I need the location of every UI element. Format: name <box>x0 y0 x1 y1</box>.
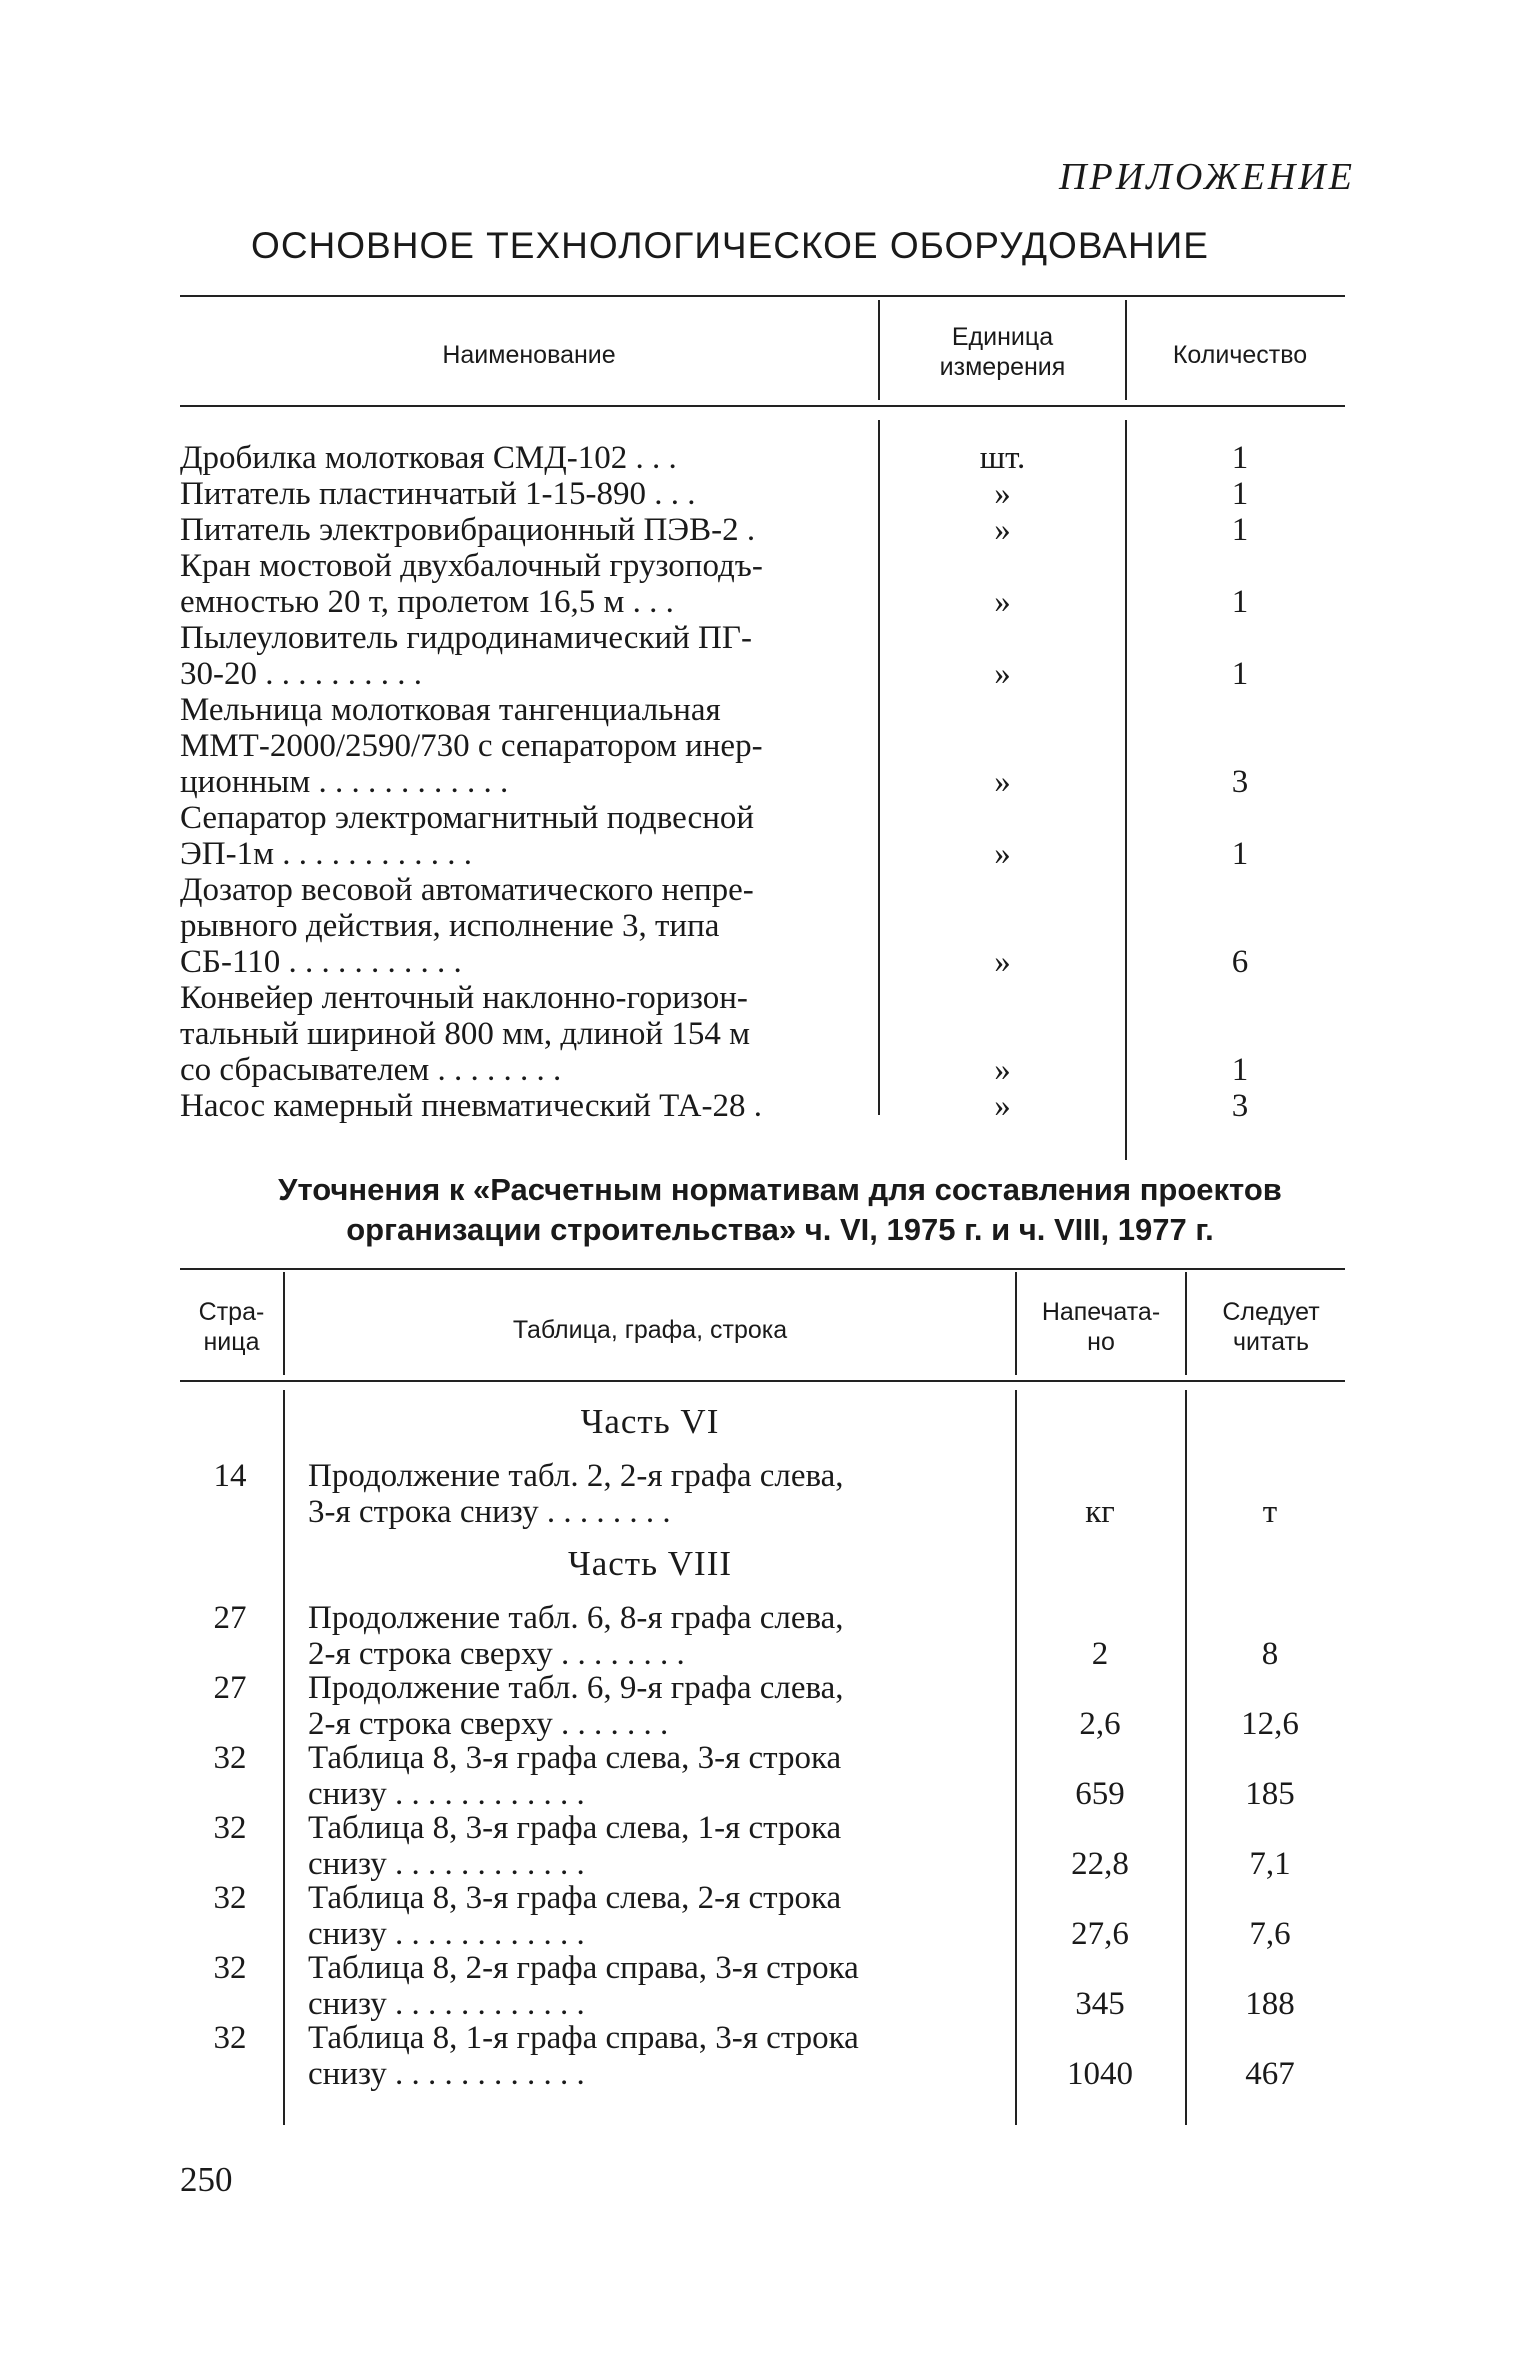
table2-row-location: Продолжение табл. 6, 9-я графа слева, <box>308 1670 844 1706</box>
table1-header-rule <box>180 405 1345 407</box>
table1-row-qty: 1 <box>1231 1052 1249 1088</box>
table2-title-line2: организации строительства» ч. VI, 1975 г. и ч. VIII, 1977 г. <box>346 1212 1214 1247</box>
table1-row-name: рывного действия, исполнение 3, типа <box>180 908 720 944</box>
table1-row-name: со сбрасывателем . . . . . . . . <box>180 1052 562 1088</box>
table1-row-name: Насос камерный пневматический ТА-28 . <box>180 1088 762 1124</box>
table1-row-name: Дозатор весовой автоматического непре- <box>180 872 754 908</box>
table1-row-unit: » <box>994 764 1011 800</box>
table2-row-read: 467 <box>1245 2056 1295 2092</box>
table2-title <box>180 1170 1380 1250</box>
table2-header-page-line2: ница <box>203 1328 260 1356</box>
table2-row-page: 32 <box>213 2020 247 2056</box>
table1-row-unit: » <box>994 584 1011 620</box>
table2-header-printed-line1: Напечата- <box>1041 1298 1161 1326</box>
table2-title-line1: Уточнения к «Расчетным нормативам для составления проектов <box>278 1172 1282 1207</box>
table2-row-location: 3-я строка снизу . . . . . . . . <box>308 1494 671 1530</box>
table2-row-location: Таблица 8, 1-я графа справа, 3-я строка <box>308 2020 859 2056</box>
table2-row-location: Продолжение табл. 6, 8-я графа слева, <box>308 1600 844 1636</box>
table2-header-read-line2: читать <box>1233 1328 1309 1356</box>
page-number: 250 <box>180 2160 233 2199</box>
table1-row-qty: 3 <box>1231 1088 1249 1124</box>
table2-row-page: 32 <box>213 1880 247 1916</box>
table2-row-read: 7,1 <box>1249 1846 1291 1882</box>
table2-row-printed: 2,6 <box>1079 1706 1121 1742</box>
appendix-label: ПРИЛОЖЕНИЕ <box>1059 156 1355 198</box>
table1-row-unit: » <box>994 512 1011 548</box>
table1-row-qty: 1 <box>1231 584 1249 620</box>
table2-row-location: снизу . . . . . . . . . . . . <box>308 1776 585 1812</box>
table2-header-rule <box>180 1380 1345 1382</box>
table2-row-printed: 659 <box>1075 1776 1125 1812</box>
table1-header-name: Наименование <box>442 341 616 369</box>
table1-row-unit: » <box>994 656 1011 692</box>
table1-row-name: Питатель пластинчатый 1-15-890 . . . <box>180 476 696 512</box>
table1-row-name: Сепаратор электромагнитный подвесной <box>180 800 755 836</box>
table2-header-location: Таблица, графа, строка <box>512 1316 788 1344</box>
table1-header-qty: Количество <box>1172 341 1308 369</box>
table2-row-page: 32 <box>213 1950 247 1986</box>
table2-row-read: 12,6 <box>1241 1706 1299 1742</box>
table1-row-name: ММТ-2000/2590/730 с сепаратором инер- <box>180 728 763 764</box>
table2-row-printed: кг <box>1085 1494 1115 1530</box>
table1-row-name: Мельница молотковая тангенциальная <box>180 692 721 728</box>
table1-row-name: Конвейер ленточный наклонно-горизон- <box>180 980 748 1016</box>
part-heading: Часть VI <box>580 1402 720 1441</box>
table1-row-name: Питатель электровибрационный ПЭВ-2 . <box>180 512 756 548</box>
table2-row-page: 32 <box>213 1740 247 1776</box>
table2-row-location: Продолжение табл. 2, 2-я графа слева, <box>308 1458 844 1494</box>
table2-row-read: 8 <box>1261 1636 1279 1672</box>
table2-row-read: т <box>1262 1494 1278 1530</box>
table1-row-unit: шт. <box>979 440 1026 476</box>
table2-row-location: снизу . . . . . . . . . . . . <box>308 1916 585 1952</box>
table1-row-qty: 6 <box>1231 944 1249 980</box>
table2-row-location: Таблица 8, 3-я графа слева, 2-я строка <box>308 1880 842 1916</box>
table1-title: ОСНОВНОЕ ТЕХНОЛОГИЧЕСКОЕ ОБОРУДОВАНИЕ <box>251 225 1209 266</box>
table2-top-rule <box>180 1268 1345 1270</box>
table2-row-page: 14 <box>213 1458 247 1494</box>
table1-row-name: тальный шириной 800 мм, длиной 154 м <box>180 1016 750 1052</box>
table2-row-printed: 345 <box>1075 1986 1125 2022</box>
table2-row-printed: 2 <box>1091 1636 1109 1672</box>
table1-row-qty: 1 <box>1231 440 1249 476</box>
table1-row-unit: » <box>994 1088 1011 1124</box>
table1-row-name: СБ-110 . . . . . . . . . . . <box>180 944 462 980</box>
table2-row-printed: 1040 <box>1067 2056 1133 2092</box>
table1-row-qty: 1 <box>1231 476 1249 512</box>
table1-row-qty: 1 <box>1231 512 1249 548</box>
table2-header-page <box>180 1297 283 1357</box>
table1-top-rule <box>180 295 1345 297</box>
table2-header-page-line1: Стра- <box>198 1298 265 1326</box>
table1-row-qty: 1 <box>1231 836 1249 872</box>
table2-row-location: снизу . . . . . . . . . . . . <box>308 2056 585 2092</box>
table1-header-unit <box>880 322 1125 382</box>
table2-row-location: снизу . . . . . . . . . . . . <box>308 1986 585 2022</box>
table2-row-page: 27 <box>213 1670 247 1706</box>
table1-row-unit: » <box>994 1052 1011 1088</box>
table1-header-unit-line1: Единица <box>951 323 1054 351</box>
table1-row-name: Дробилка молотковая СМД-102 . . . <box>180 440 677 476</box>
table1-row-unit: » <box>994 476 1011 512</box>
table2-row-read: 188 <box>1245 1986 1295 2022</box>
table2-row-location: снизу . . . . . . . . . . . . <box>308 1846 585 1882</box>
table2-row-page: 32 <box>213 1810 247 1846</box>
table1-row-name: 30-20 . . . . . . . . . . <box>180 656 422 692</box>
table1-row-name: Кран мостовой двухбалочный грузоподъ- <box>180 548 763 584</box>
table2-row-printed: 22,8 <box>1071 1846 1129 1882</box>
table2-row-location: 2-я строка сверху . . . . . . . . <box>308 1636 685 1672</box>
table2-header-read <box>1187 1297 1355 1357</box>
table1-row-name: ционным . . . . . . . . . . . . <box>180 764 509 800</box>
table2-header-printed-line2: но <box>1087 1328 1115 1356</box>
table2-row-read: 7,6 <box>1249 1916 1291 1952</box>
table2-row-location: Таблица 8, 3-я графа слева, 1-я строка <box>308 1810 842 1846</box>
table2-row-page: 27 <box>213 1600 247 1636</box>
table2-header-read-line1: Следует <box>1222 1298 1320 1326</box>
table1-row-qty: 3 <box>1231 764 1249 800</box>
table1-row-unit: » <box>994 944 1011 980</box>
table2-row-printed: 27,6 <box>1071 1916 1129 1952</box>
table2-row-location: 2-я строка сверху . . . . . . . <box>308 1706 669 1742</box>
table2-header-printed <box>1017 1297 1185 1357</box>
table1-row-name: емностью 20 т, пролетом 16,5 м . . . <box>180 584 674 620</box>
table1-row-name: Пылеуловитель гидродинамический ПГ- <box>180 620 752 656</box>
table2-row-location: Таблица 8, 2-я графа справа, 3-я строка <box>308 1950 859 1986</box>
table1-row-qty: 1 <box>1231 656 1249 692</box>
table1-row-name: ЭП-1м . . . . . . . . . . . . <box>180 836 472 872</box>
table2-row-location: Таблица 8, 3-я графа слева, 3-я строка <box>308 1740 842 1776</box>
table1-row-unit: » <box>994 836 1011 872</box>
table2-row-read: 185 <box>1245 1776 1295 1812</box>
part-heading: Часть VIII <box>567 1544 733 1583</box>
table2-column-divider <box>283 1390 285 2125</box>
table1-header-unit-line2: измерения <box>939 353 1066 381</box>
